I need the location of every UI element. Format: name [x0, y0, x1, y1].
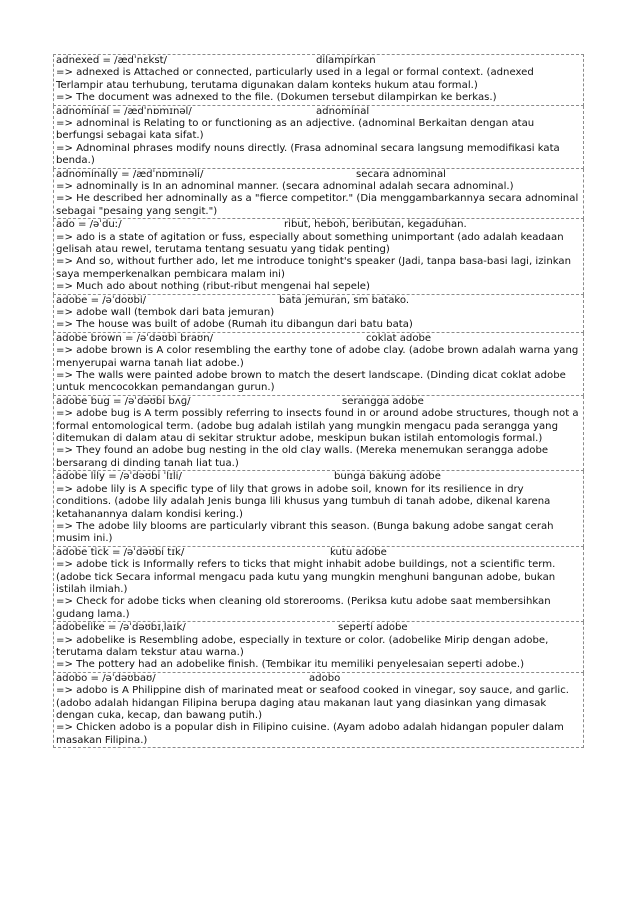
entry-header: [54, 396, 583, 408]
entry-meaning: ribut, heboh, beributan, kegaduhan.: [284, 219, 467, 231]
entry-header: [54, 55, 583, 67]
entry-definition: => adobo is A Philippine dish of marinated meat or seafood cooked in vinegar, soy sauce, and garlic. (adobo adalah hidangan Filipina berupa daging atau makanan laut yang diasinkan yang dimasak dengan cuka, kecap, dan bawang putih.): [56, 685, 569, 721]
entry-header: [54, 622, 583, 634]
entry-header: [54, 295, 583, 307]
entry-ado: [53, 219, 584, 294]
entry-term: adobe bug = /əˈdəʊbi bʌɡ/: [56, 395, 191, 407]
dictionary-table: [53, 54, 584, 748]
entry-example: => The document was adnexed to the file. (Dokumen tersebut dilampirkan ke berkas.): [56, 92, 497, 104]
entry-meaning: dilampirkan: [316, 55, 376, 66]
entry-definition: => adnominally is In an adnominal manner. (secara adnominal adalah secara adnominal.): [56, 181, 514, 193]
entry-definition: => adobe wall (tembok dari bata jemuran): [56, 307, 275, 319]
entry-example: => The walls were painted adobe brown to match the desert landscape. (Dinding dicat coklat adobe untuk mencocokkan pemandangan gurun.): [56, 370, 566, 394]
entry-adobe-lily: [53, 471, 584, 546]
entry-meaning: adnominal: [316, 105, 370, 117]
entry-meaning: kutu adobe: [330, 546, 387, 558]
entry-meaning: adobo: [309, 672, 341, 684]
entry-example: => They found an adobe bug nesting in the old clay walls. (Mereka menemukan serangga adobe bersarang di dinding tanah liat tua.): [56, 445, 549, 469]
entry-definition: => adobe tick is Informally refers to ticks that might inhabit adobe buildings, not a scientific term. (adobe tick Secara informal mengacu pada kutu yang mungkin menghuni bangunan adobe, bukan istilah ilmiah.): [56, 559, 556, 595]
entry-meaning: secara adnominal: [356, 168, 446, 180]
entry-example: => He described her adnominally as a "fierce competitor." (Dia menggambarkannya secara adnominal sebagai "pesaing yang sengit."): [56, 193, 579, 217]
entry-example: => Much ado about nothing (ribut-ribut mengenai hal sepele): [56, 281, 370, 293]
entry-term: adnominal = /ædˈnɒmɪnəl/: [56, 105, 192, 117]
entry-term: adobelike = /əˈdəʊbɪˌlaɪk/: [56, 622, 186, 634]
entry-adnominally: [53, 169, 584, 220]
entry-adobe-tick: [53, 547, 584, 622]
entry-header: [54, 106, 583, 118]
entry-term: adobe lily = /əˈdəʊbi ˈlɪli/: [56, 471, 182, 483]
entry-example: => The house was built of adobe (Rumah itu dibangun dari batu bata): [56, 319, 413, 331]
entry-meaning: bata jemuran, sm batako.: [279, 294, 410, 306]
entry-example: => And so, without further ado, let me introduce tonight's speaker (Jadi, tanpa basa-basi lagi, izinkan saya memperkenalkan pembicara malam ini): [56, 256, 571, 280]
entry-header: [54, 169, 583, 181]
entry-adobe: [53, 295, 584, 333]
entry-adobe-brown: [53, 333, 584, 396]
entry-definition: => adobelike is Resembling adobe, especially in texture or color. (adobelike Mirip dengan adobe, terutama dalam tekstur atau warna.): [56, 634, 549, 658]
entry-example: => The adobe lily blooms are particularly vibrant this season. (Bunga bakung adobe sangat cerah musim ini.): [56, 520, 554, 545]
entry-term: adobo = /əˈdəʊbaʊ/: [56, 672, 156, 684]
entry-header: [54, 471, 583, 483]
entry-definition: => adnexed is Attached or connected, particularly used in a legal or formal context. (adnexed Terlampir atau terhubung, terutama digunakan dalam konteks hukum atau formal.): [56, 67, 534, 91]
entry-definition: => ado is a state of agitation or fuss, especially about something unimportant (ado adalah keadaan gelisah atau rewel, terutama tentang sesuatu yang tidak penting): [56, 231, 564, 256]
entry-meaning: serangga adobe: [342, 395, 424, 407]
entry-term: adobe = /əˈdoʊbi/: [56, 294, 147, 306]
entry-definition: => adobe brown is A color resembling the earthy tone of adobe clay. (adobe brown adalah warna yang menyerupai warna tanah liat adobe.): [56, 345, 579, 369]
entry-adnexed: [53, 54, 584, 106]
entry-term: adobe brown = /əˈdəʊbi braʊn/: [56, 332, 214, 344]
entry-header: [54, 673, 583, 685]
entry-meaning: seperti adobe: [338, 622, 408, 634]
entry-term: adnexed = /ædˈnɛkst/: [56, 55, 167, 66]
entry-adobelike: [53, 622, 584, 673]
entry-definition: => adnominal is Relating to or functioning as an adjective. (adnominal Berkaitan dengan atau berfungsi sebagai kata sifat.): [56, 118, 535, 142]
entry-adobo: [53, 673, 584, 748]
entry-example: => The pottery had an adobelike finish. (Tembikar itu memiliki penyelesaian seperti adobe.): [56, 659, 525, 671]
entry-definition: => adobe lily is A specific type of lily that grows in adobe soil, known for its resilience in dry conditions. (adobe lily adalah Jenis bunga lili khusus yang tumbuh di tanah adobe, dikenal karena ketahanannya dalam kondisi kering.): [56, 483, 551, 520]
entry-adnominal: [53, 106, 584, 169]
entry-definition: => adobe bug is A term possibly referring to insects found in or around adobe structures, though not a formal entomological term. (adobe bug adalah istilah yang mungkin mengacu pada serangga yang ditemukan di dalam atau di sekitar struktur adobe, meskipun bukan istilah entomologis formal.): [56, 408, 579, 445]
entry-meaning: coklat adobe: [366, 332, 432, 344]
entry-example: => Adnominal phrases modify nouns directly. (Frasa adnominal secara langsung memodifikasi kata benda.): [56, 142, 560, 167]
entry-header: [54, 219, 583, 231]
entry-example: => Chicken adobo is a popular dish in Filipino cuisine. (Ayam adobo adalah hidangan populer dalam masakan Filipina.): [56, 722, 564, 746]
entry-term: adobe tick = /əˈdəʊbi tɪk/: [56, 546, 185, 558]
entry-header: [54, 547, 583, 559]
entry-term: ado = /əˈduː/: [56, 219, 122, 231]
entry-meaning: bunga bakung adobe: [334, 471, 441, 483]
entry-example: => Check for adobe ticks when cleaning old storerooms. (Periksa kutu adobe saat membersihkan gudang lama.): [56, 596, 551, 620]
entry-term: adnominally = /ædˈnɒmɪnəli/: [56, 168, 204, 180]
entry-adobe-bug: [53, 396, 584, 471]
entry-header: [54, 333, 583, 345]
